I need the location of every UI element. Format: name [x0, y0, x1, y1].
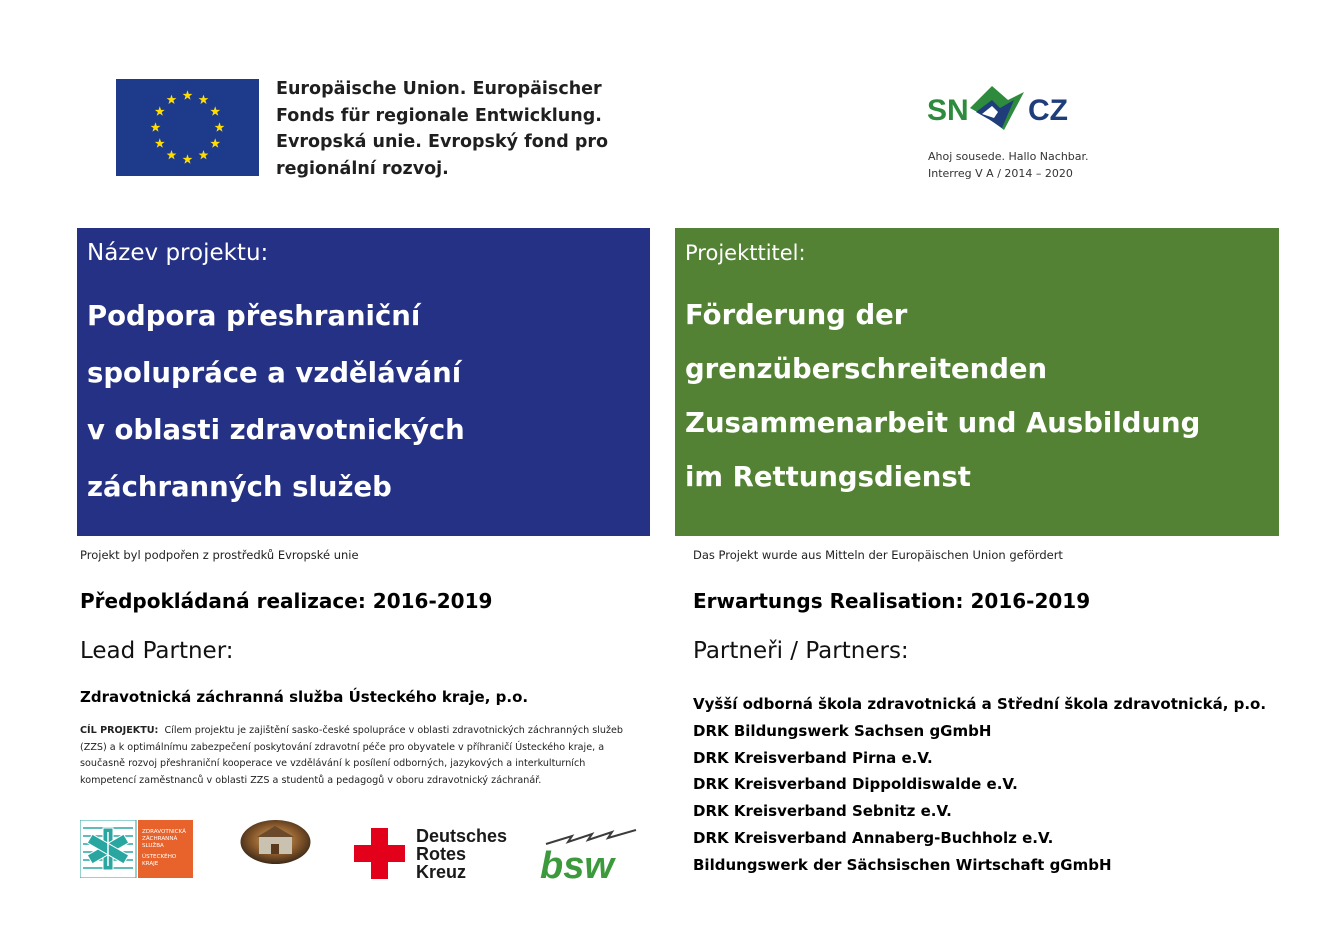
sncz-program: Interreg V A / 2014 – 2020	[928, 167, 1073, 180]
zzs-logo-line: KRAJE	[142, 861, 159, 867]
project-label-cz: Název projektu:	[87, 240, 269, 266]
partners-list	[693, 691, 1266, 879]
drk-text: Rotes	[416, 844, 467, 864]
zzs-logo-line: ÚSTECKÉHO	[142, 854, 177, 860]
partners-heading: Partneři / Partners:	[693, 638, 909, 664]
sncz-interreg-logo	[920, 78, 1089, 188]
title-line: grenzüberschreitenden	[685, 353, 1048, 385]
bsw-text: bsw	[540, 845, 614, 882]
eu-flag-logo	[116, 79, 259, 176]
drk-logo	[354, 826, 524, 882]
goal-line: kompetencí zaměstnanců v oblasti ZZS a studentů a pedagogů v oboru zdravotnický záchranář.	[80, 774, 542, 786]
goal-line: Cílem projektu je zajištění sasko-české spolupráce v oblasti zdravotnických záchranných služeb	[164, 725, 624, 736]
realization-cz: Předpokládaná realizace: 2016-2019	[80, 589, 493, 613]
partner-item: Vyšší odborná škola zdravotnická a Střední škola zdravotnická, p.o.	[693, 695, 1267, 713]
goal-line: současně rozvoj přeshraniční kooperace ve vzdělávání k posílení odborných, jazykových a interkulturních	[80, 758, 586, 770]
partner-item: DRK Kreisverband Annaberg-Buchholz e.V.	[693, 828, 1054, 847]
realization-de: Erwartungs Realisation: 2016-2019	[693, 589, 1091, 613]
eu-header-text	[276, 76, 609, 182]
partner-item: DRK Kreisverband Pirna e.V.	[693, 748, 933, 767]
partner-item: DRK Kreisverband Dippoldiswalde e.V.	[693, 775, 1018, 794]
goal-label: CÍL PROJEKTU:	[80, 725, 159, 736]
eu-stars-icon	[116, 79, 259, 176]
eu-header-line: Evropská unie. Evropský fond pro	[276, 132, 609, 152]
zzs-logo-line: ZÁCHRANNÁ	[142, 836, 178, 842]
title-line: Zusammenarbeit und Ausbildung	[685, 407, 1201, 439]
red-cross-icon	[354, 828, 405, 879]
eu-header-line: regionální rozvoj.	[276, 158, 449, 179]
goal-line: (ZZS) a k optimálnímu zabezpečení poskytování zdravotní péče pro obyvatele v příhraničí Ústeckého kraje, a	[80, 741, 605, 753]
partner-item: DRK Bildungswerk Sachsen gGmbH	[693, 721, 992, 740]
sncz-mark-icon	[920, 78, 1080, 148]
zzs-logo-line: SLUŽBA	[142, 843, 164, 849]
partner-item: DRK Kreisverband Sebnitz e.V.	[693, 802, 952, 821]
title-line: v oblasti zdravotnických	[87, 414, 465, 446]
school-logo	[239, 818, 312, 866]
project-goal	[80, 723, 655, 789]
title-line: spolupráce a vzdělávání	[87, 357, 462, 389]
eu-header-line: Europäische Union. Europäischer	[276, 79, 602, 99]
project-title-box-de	[675, 228, 1279, 536]
project-title-cz	[87, 288, 640, 516]
title-line: Podpora přeshraniční	[87, 300, 421, 332]
drk-text: Deutsches	[416, 826, 508, 846]
bsw-logo	[532, 826, 650, 882]
eu-header-line: Fonds für regionale Entwicklung.	[276, 105, 602, 126]
project-label-de: Projekttitel:	[685, 241, 806, 265]
title-line: Förderung der	[685, 299, 908, 331]
funding-note-de: Das Projekt wurde aus Mitteln der Europäischen Union gefördert	[693, 548, 1063, 562]
zzs-logo	[80, 820, 193, 878]
sncz-sn-text: SN	[927, 94, 969, 127]
sncz-cz-text: CZ	[1028, 94, 1068, 127]
lead-partner-name: Zdravotnická záchranná služba Ústeckého kraje, p.o.	[80, 688, 529, 706]
title-line: im Rettungsdienst	[685, 461, 971, 493]
project-title-box-cz	[77, 228, 650, 536]
partner-item: Bildungswerk der Sächsischen Wirtschaft gGmbH	[693, 855, 1112, 874]
lead-partner-heading: Lead Partner:	[80, 638, 234, 664]
zzs-logo-line: ZDRAVOTNICKÁ	[142, 829, 186, 835]
sncz-tagline: Ahoj sousede. Hallo Nachbar.	[928, 150, 1089, 163]
project-title-de	[685, 288, 1269, 504]
title-line: záchranných služeb	[87, 471, 392, 503]
drk-text: Kreuz	[416, 862, 467, 882]
funding-note-cz: Projekt byl podpořen z prostředků Evropské unie	[80, 548, 359, 562]
